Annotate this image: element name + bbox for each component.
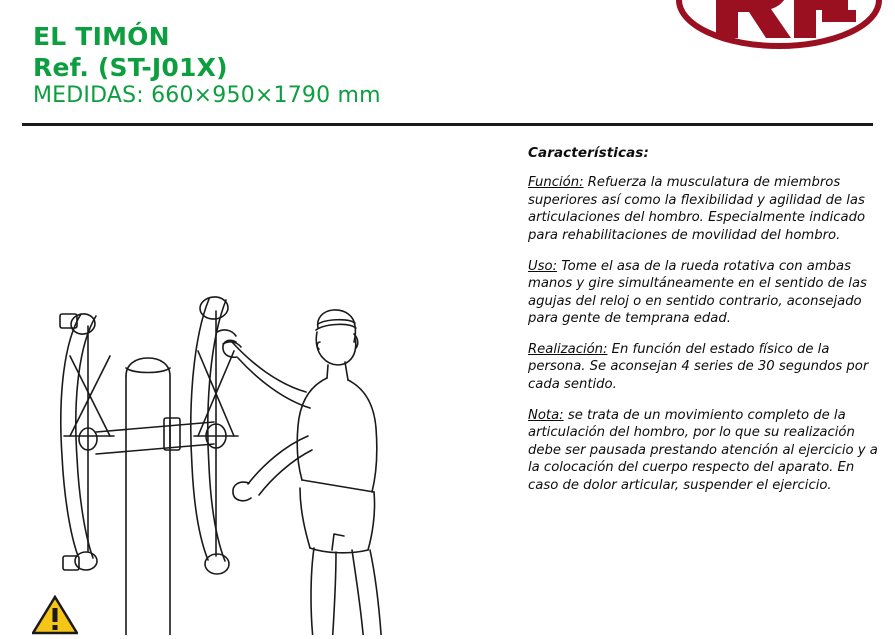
section-uso [528,258,878,328]
section-funcion-text: Refuerza la musculatura de miembros superiores así como la flexibilidad y agilidad de las articulaciones del hombro. Especialmente indicado para rehabilitaciones de movilidad del hombro. [528,175,866,243]
product-reference: Ref. (ST-J01X) [33,52,228,82]
rf-logo-icon [672,0,887,70]
warning-triangle-icon [32,595,78,635]
section-realizacion-text: En función del estado físico de la persona. Se aconsejan 4 series de 30 segundos por cada sentido. [528,341,869,393]
characteristics-pane [528,145,878,635]
characteristics-title: Características: [528,145,649,161]
product-name: EL TIMÓN [33,22,170,51]
section-funcion-lead: Función: [528,175,584,191]
section-realizacion-lead: Realización: [528,341,608,357]
section-funcion [528,174,878,244]
product-dimensions: MEDIDAS: 660×950×1790 mm [33,83,381,108]
equipment-illustration [18,136,498,635]
section-uso-lead: Uso: [528,258,558,274]
section-uso-text: Tome el asa de la rueda rotativa con ambas manos y gire simultáneamente en el sentido de las agujas del reloj o en sentido contrario, aconsejado para gente de temprana edad. [528,258,867,327]
title-block [33,22,381,110]
page-header [0,0,895,122]
section-nota-lead: Nota: [528,407,564,423]
section-nota-text: se trata de un movimiento completo de la articulación del hombro, por lo que su realización debe ser pausada prestando atención al ejercicio y a la colocación del cuerpo respecto del aparato. En caso de dolor articular, suspender el ejercicio. [528,407,878,493]
section-nota [528,407,878,495]
section-realizacion [528,341,878,394]
header-divider [22,123,873,126]
